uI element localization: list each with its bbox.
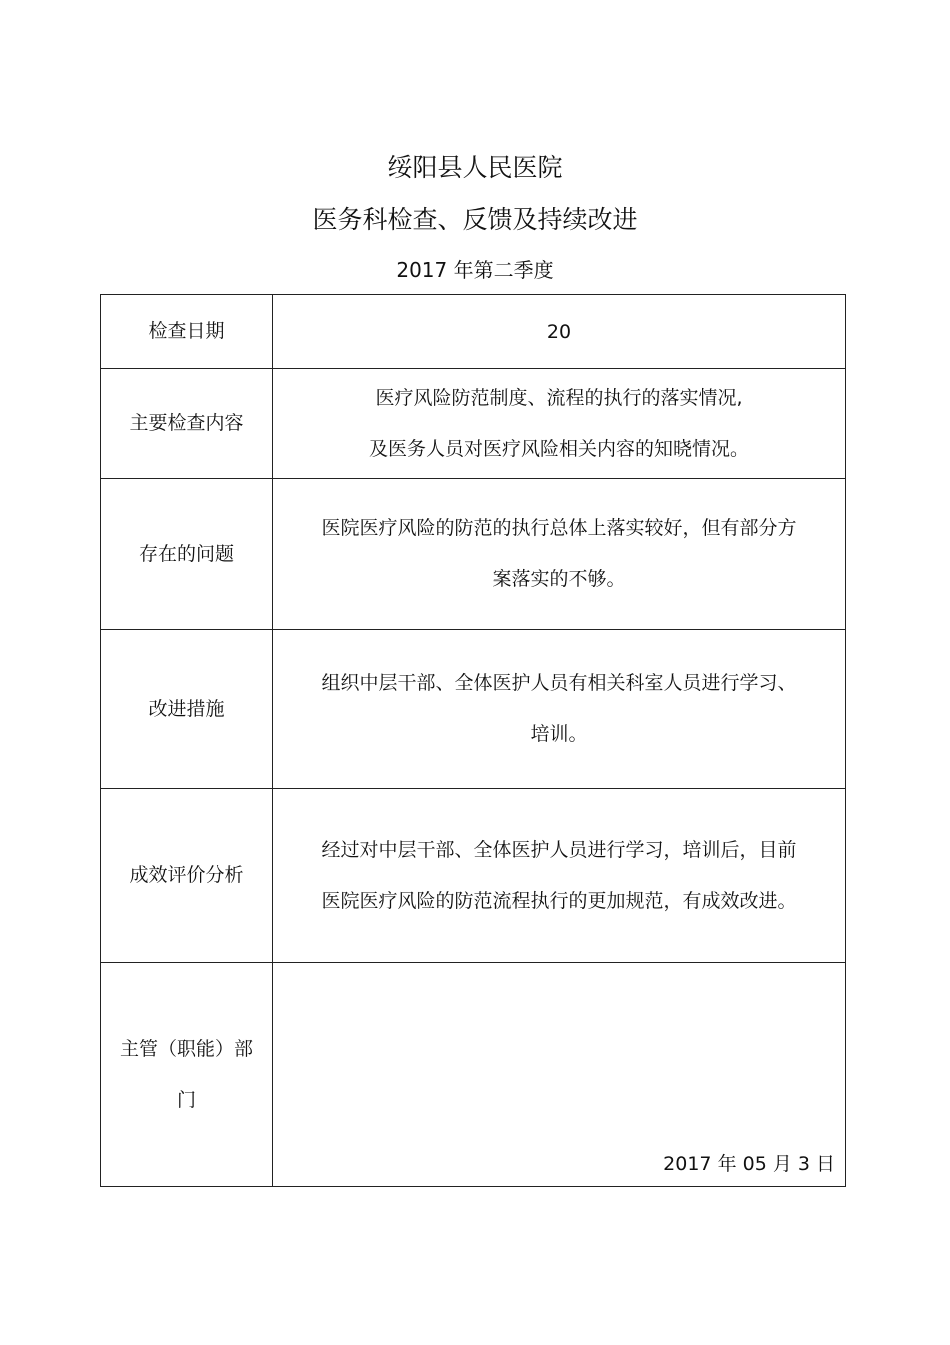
label-check-date: 检查日期 <box>101 295 273 369</box>
value-main-content <box>273 369 846 479</box>
content-line: 医疗风险防范制度、流程的执行的落实情况, <box>375 386 743 409</box>
content-line: 及医务人员对医疗风险相关内容的知晓情况。 <box>368 437 749 460</box>
row-measures <box>101 630 846 789</box>
row-main-content <box>101 369 846 479</box>
label-measures: 改进措施 <box>101 630 273 789</box>
report-period: 2017 年第二季度 <box>396 258 554 282</box>
evaluation-line: 医院医疗风险的防范流程执行的更加规范，有成效改进。 <box>321 889 797 912</box>
label-problems: 存在的问题 <box>101 479 273 630</box>
label-department <box>101 963 273 1187</box>
value-evaluation <box>273 789 846 963</box>
problems-line: 案落实的不够。 <box>492 568 626 590</box>
value-measures <box>273 630 846 789</box>
report-subtitle: 医务科检查、反馈及持续改进 <box>312 205 638 234</box>
value-check-date: 20 <box>273 295 846 369</box>
measures-line: 培训。 <box>530 723 588 745</box>
report-table <box>100 294 846 1187</box>
evaluation-line: 经过对中层干部、全体医护人员进行学习，培训后，目前 <box>321 838 797 861</box>
department-label-line: 主管（职能）部 <box>119 1037 253 1060</box>
measures-line: 组织中层干部、全体医护人员有相关科室人员进行学习、 <box>321 672 797 694</box>
problems-line: 医院医疗风险的防范的执行总体上落实较好，但有部分方 <box>321 517 797 539</box>
row-problems <box>101 479 846 630</box>
row-evaluation <box>101 789 846 963</box>
label-evaluation: 成效评价分析 <box>101 789 273 963</box>
value-problems <box>273 479 846 630</box>
label-main-content: 主要检查内容 <box>101 369 273 479</box>
department-label-line: 门 <box>176 1088 196 1111</box>
sign-date: 2017 年 05 月 3 日 <box>663 1153 835 1175</box>
hospital-title: 绥阳县人民医院 <box>387 153 563 182</box>
department-sign-cell <box>273 963 846 1187</box>
row-department <box>101 963 846 1187</box>
row-check-date <box>101 295 846 369</box>
